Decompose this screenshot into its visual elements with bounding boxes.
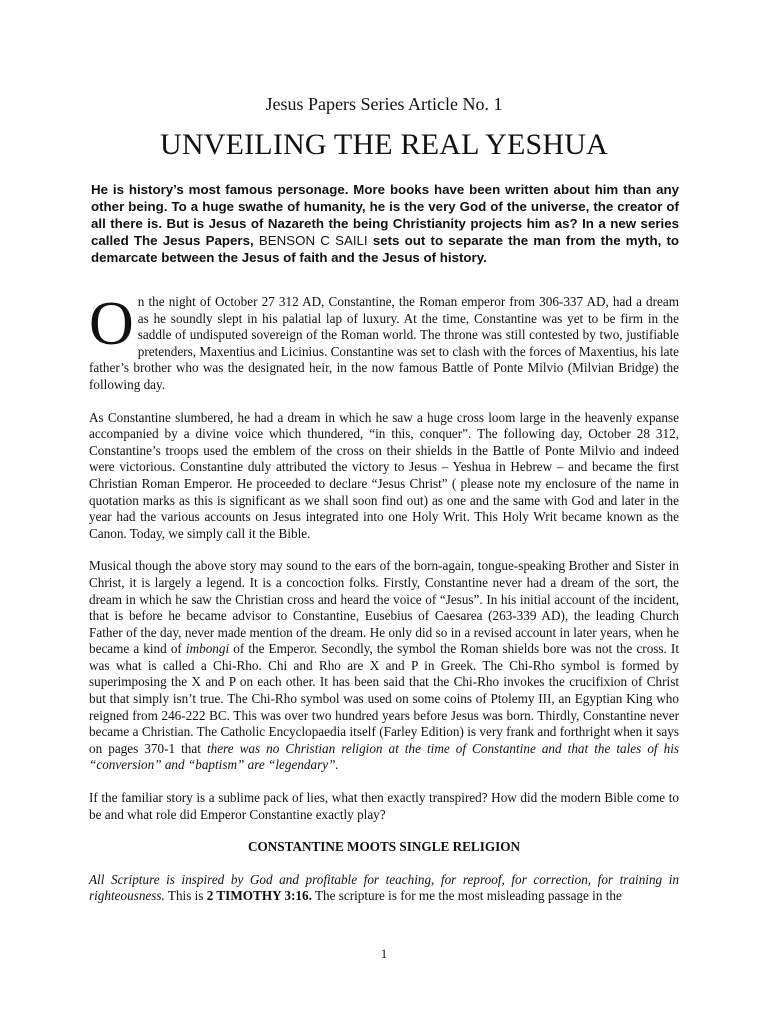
section-heading: CONSTANTINE MOOTS SINGLE RELIGION [248,839,520,855]
page-number: 1 [380,946,388,961]
paragraph-5-text: This is [167,888,204,904]
intro-standfirst [91,182,679,267]
paragraph-1-text: n the night of October 27 312 AD, Constantine, the Roman emperor from 306-337 AD, had a dream as he soundly slept in his palatial lap of luxury. At the time, Constantine was yet to be firm in the saddle of undisputed sovereign of the Roman world. The throne was still contested by two, justifiable pretenders, Maxentius and Licinius. Constantine was set to clash with the forces of Maxentius, his late father’s brother who was the designated heir, in the now famous Battle of Ponte Milvio (Milvian Bridge) the following day. [89,294,679,392]
paragraph-3 [89,558,679,774]
italic-quote: there was no Christian religion at the time of Constantine and that the tales of his “conversion” and “baptism” are “legendary”. [89,740,680,773]
paragraph-3-text-cont: of the Emperor. Secondly, the symbol the Roman shields bore was not the cross. It was what is called a Chi-Rho. Chi and Rho are X and P in Greek. The Chi-Rho symbol is formed by superimposing the X and P on each other. It has been said that the Chi-Rho invokes the crucifixion of Christ but that simply isn’t true. The Chi-Rho symbol was used on some coins of Ptolemy III, an Egyptian King who reigned from 246-222 BC. This was over two hundred years before Jesus was born. Thirdly, Constantine never became a Christian. The Catholic Encyclopaedia itself (Farley Edition) is very frank and forthright when it says on pages 370-1 that [89,641,679,756]
paragraph-4: If the familiar story is a sublime pack of lies, what then exactly transpired? How did the modern Bible come to be and what role did Emperor Constantine exactly play? [89,790,679,822]
intro-text-end: sets out to separate the man from the myth, to demarcate between the Jesus of faith and the Jesus of history. [91,232,680,265]
article-title: UNVEILING THE REAL YESHUA [160,128,608,161]
scripture-quote: All Scripture is inspired by God and profitable for teaching, for reproof, for correction, for training in righteousness. [89,871,679,904]
paragraph-1 [89,290,679,394]
intro-text: He is history’s most famous personage. More books have been written about him than any other being. To a huge swathe of humanity, he is the very God of the universe, the creator of all there is. But is Jesus of Nazareth the being Christianity projects him as? In a new series called The Jesus Papers, [91,182,679,248]
paragraph-2: As Constantine slumbered, he had a dream in which he saw a huge cross loom large in the heavenly expanse accompanied by a divine voice which thundered, “in this, conquer”. The following day, October 28 312, Constantine’s troops used the emblem of the cross on their shields in the Battle of Ponte Milvio and indeed were victorious. Constantine duly attributed the victory to Jesus – Yeshua in Hebrew – and became the first Christian Roman Emperor. He proceeded to declare “Jesus Christ” ( please note my enclosure of the name in quotation marks as this is significant as we shall soon find out) as one and the same with God and later in the year had the various accounts on Jesus integrated into one Holy Writ. This Holy Writ became known as the Canon. Today, we simply call it the Bible. [89,409,679,541]
author-name: BENSON C SAILI [258,232,368,248]
paragraph-3-text: Musical though the above story may sound to the ears of the born-again, tongue-speaking Brother and Sister in Christ, it is largely a legend. It is a concoction folks. Firstly, Constantine never had a dream of the sort, the dream in which he saw the Christian cross and heard the voice of “Jesus”. In his initial account of the incident, that is before he became advisor to Constantine, Eusebius of Caesarea (263-339 AD), the leading Church Father of the day, never made mention of the dream. He only did so in a revised account in later years, when he became a kind of [89,558,679,657]
article-body [89,290,680,921]
paragraph-5 [89,872,679,905]
paragraph-5-text-cont: The scripture is for me the most misleading passage in the [314,888,622,904]
italic-term: imbongi [185,641,230,657]
series-label: Jesus Papers Series Article No. 1 [265,94,503,114]
scripture-reference: 2 TIMOTHY 3:16. [206,888,312,904]
drop-cap: O [89,290,134,358]
